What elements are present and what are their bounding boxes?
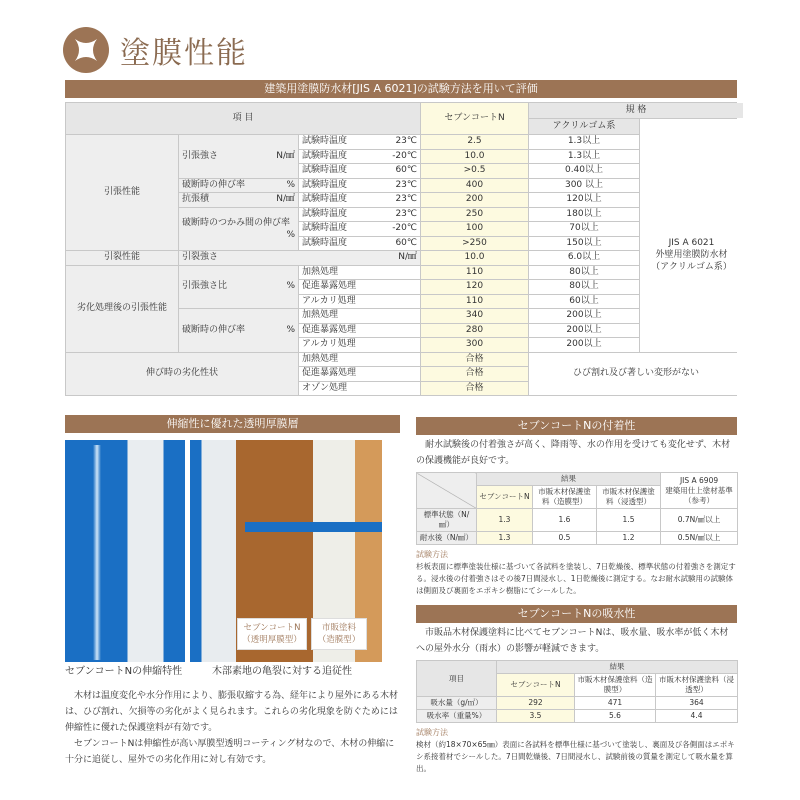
coating-performance-table bbox=[65, 102, 737, 396]
table-cell: 1.5 bbox=[597, 509, 661, 532]
absorption-method-heading: 試験方法 bbox=[416, 728, 448, 737]
main-section-bar: 建築用塗膜防水材[JIS A 6021]の試験方法を用いて評価 bbox=[65, 80, 737, 98]
table-row bbox=[417, 710, 738, 723]
table-cell: 加熱処理 bbox=[299, 309, 420, 323]
adhesion-bar: セブンコートNの付着性 bbox=[416, 417, 737, 435]
page-title: 塗膜性能 bbox=[120, 36, 248, 71]
table-cell: 200以上 bbox=[529, 309, 639, 323]
header-spec: 規 格 bbox=[529, 103, 743, 118]
row-label: 耐水後（N/㎟） bbox=[417, 532, 477, 545]
table-cell: 250 bbox=[421, 208, 528, 222]
table-cell: 試験時温度 60℃ bbox=[299, 164, 420, 178]
corner-cell bbox=[417, 473, 477, 509]
table-cell: 1.2 bbox=[597, 532, 661, 545]
caption-1: セブンコートNの伸縮特性 bbox=[65, 666, 183, 677]
table-cell: 0.5N/㎟以上 bbox=[661, 532, 738, 545]
table-cell: 180以上 bbox=[529, 208, 639, 222]
table-row bbox=[417, 697, 738, 710]
photo-label-sevencoat: セブンコートN （透明厚膜型） bbox=[237, 618, 307, 650]
spec-note: JIS A 6021 外壁用塗膜防水材 （アクリルゴム系） bbox=[640, 119, 743, 352]
table-cell: 合格 bbox=[421, 382, 528, 396]
adhesion-intro: 耐水試験後の付着強さが高く、降雨等、水の作用を受けても変化せず、木材の保護機能が良好です。 bbox=[416, 440, 731, 466]
table-cell: 100 bbox=[421, 222, 528, 236]
table-cell: 10.0 bbox=[421, 150, 528, 164]
group-deterioration: 伸び時の劣化性状 bbox=[66, 353, 298, 396]
table-cell: アルカリ処理 bbox=[299, 295, 420, 309]
tensile-area: 抗張積 N/㎟ bbox=[179, 193, 298, 207]
table-cell: 1.3以上 bbox=[529, 135, 639, 149]
group-aging: 劣化処理後の引張性能 bbox=[66, 266, 178, 352]
adhesion-result-header: 結果 bbox=[477, 473, 661, 486]
table-cell: 加熱処理 bbox=[299, 353, 420, 367]
col-penetrating: 市販木材保護塗料（浸透型） bbox=[597, 486, 661, 509]
col-penetrating: 市販木材保護塗料（浸透型） bbox=[656, 674, 738, 697]
photo-label-commercial: 市販塗料 （造膜型） bbox=[311, 618, 367, 650]
table-cell: 試験時温度 -20℃ bbox=[299, 150, 420, 164]
caption-2: 木部素地の亀裂に対する追従性 bbox=[212, 666, 352, 677]
table-cell: 292 bbox=[497, 697, 575, 710]
spec-note-deterioration: ひび割れ及び著しい変形がない bbox=[529, 353, 743, 396]
table-cell: 150以上 bbox=[529, 237, 639, 251]
row-label: 標準状態（N/㎟） bbox=[417, 509, 477, 532]
left-body: 木材は温度変化や水分作用により、膨張収縮する為、経年により屋外にある木材は、ひび割れ、欠損等の劣化がよく見られます。これらの劣化現象を防ぐためには伸縮性に優れた保護塗料が有効です。 セブンコートNは伸縮性が高い厚膜型透明コーティング材なので、木材の伸縮に十分に追従し、屋外での劣化作用に対し有効です。 bbox=[65, 691, 399, 765]
tear-strength: 引裂強さ N/㎟ bbox=[179, 251, 420, 265]
absorption-bar: セブンコートNの吸水性 bbox=[416, 605, 737, 623]
tensile-strength: 引張強さ N/㎟ bbox=[179, 135, 298, 178]
table-cell: 400 bbox=[421, 179, 528, 193]
table-cell: 1.6 bbox=[533, 509, 597, 532]
elongation: 破断時の伸び率 % bbox=[179, 179, 298, 193]
elasticity-bar: 伸縮性に優れた透明厚膜層 bbox=[65, 415, 400, 433]
group-tensile: 引張性能 bbox=[66, 135, 178, 250]
table-cell: 110 bbox=[421, 266, 528, 280]
stretched-film bbox=[93, 445, 101, 660]
table-cell: 試験時温度 23℃ bbox=[299, 208, 420, 222]
table-cell: 加熱処理 bbox=[299, 266, 420, 280]
table-cell: 200 bbox=[421, 193, 528, 207]
table-cell: 364 bbox=[656, 697, 738, 710]
table-cell: 0.7N/㎟以上 bbox=[661, 509, 738, 532]
table-cell: 5.6 bbox=[575, 710, 656, 723]
table-cell: 3.5 bbox=[497, 710, 575, 723]
table-cell: 6.0以上 bbox=[529, 251, 639, 265]
table-row bbox=[417, 532, 738, 545]
absorption-intro: 市販品木材保護塗料に比べてセブンコートNは、吸水量、吸水率が低く木材への屋外水分（雨水）の影響が軽減できます。 bbox=[416, 628, 729, 654]
table-cell: 80以上 bbox=[529, 266, 639, 280]
elongation-photo bbox=[65, 440, 185, 662]
table-cell: 1.3 bbox=[477, 532, 533, 545]
table-cell: オゾン処理 bbox=[299, 382, 420, 396]
right-column bbox=[416, 417, 737, 775]
table-cell: 340 bbox=[421, 309, 528, 323]
table-cell: 試験時温度 23℃ bbox=[299, 179, 420, 193]
table-cell: 4.4 bbox=[656, 710, 738, 723]
absorption-result-header: 結果 bbox=[497, 661, 738, 674]
table-cell: 試験時温度 23℃ bbox=[299, 193, 420, 207]
table-cell: 70以上 bbox=[529, 222, 639, 236]
table-cell: アルカリ処理 bbox=[299, 338, 420, 352]
table-cell: 試験時温度 60℃ bbox=[299, 237, 420, 251]
table-cell: 2.5 bbox=[421, 135, 528, 149]
table-cell: 促進暴露処理 bbox=[299, 367, 420, 381]
table-cell: 120以上 bbox=[529, 193, 639, 207]
absorption-method: 検材（約18×70×65㎜）表面に各試料を標準仕様に基づいて塗装し、裏面及び各側面はエポキシ系接着材でシールした。7日間乾燥後、7日間浸水し、試験前後の質量を測定して吸水量を算出。 bbox=[416, 740, 735, 773]
table-row bbox=[417, 509, 738, 532]
table-cell: 120 bbox=[421, 280, 528, 294]
table-cell: 0.40以上 bbox=[529, 164, 639, 178]
col-film: 市販木材保護塗料（造膜型） bbox=[533, 486, 597, 509]
aging-elongation: 破断時の伸び率 % bbox=[179, 309, 298, 352]
table-cell: 試験時温度 -20℃ bbox=[299, 222, 420, 236]
adhesion-method: 杉板表面に標準塗装仕様に基づいて各試料を塗装し、7日乾燥後、標準状態の付着強さを測定する。浸水後の付着強さはその後7日間浸水し、1日乾燥後に測定する。なお耐水試験用の試験体は側面及び裏面をエポキシ樹脂にてシールした。 bbox=[416, 562, 736, 595]
table-cell: 1.3以上 bbox=[529, 150, 639, 164]
header-spec-sub: アクリルゴム系 bbox=[529, 119, 639, 134]
col-sevencoat: セブンコートN bbox=[477, 486, 533, 509]
table-cell: 1.3 bbox=[477, 509, 533, 532]
table-cell: 200以上 bbox=[529, 324, 639, 338]
absorption-item-header: 項目 bbox=[417, 661, 497, 697]
row-label: 吸水量（g/㎡） bbox=[417, 697, 497, 710]
table-cell: 促進暴露処理 bbox=[299, 280, 420, 294]
table-cell: 試験時温度 23℃ bbox=[299, 135, 420, 149]
adhesion-method-heading: 試験方法 bbox=[416, 550, 448, 559]
group-tear: 引裂性能 bbox=[66, 251, 178, 265]
table-cell: 促進暴露処理 bbox=[299, 324, 420, 338]
strength-ratio: 引張強さ比 % bbox=[179, 266, 298, 309]
table-cell: 80以上 bbox=[529, 280, 639, 294]
section-logo-icon bbox=[63, 27, 109, 73]
table-cell: 110 bbox=[421, 295, 528, 309]
table-cell: 合格 bbox=[421, 353, 528, 367]
row-label: 吸水率（重量%） bbox=[417, 710, 497, 723]
table-cell: 471 bbox=[575, 697, 656, 710]
table-cell: 60以上 bbox=[529, 295, 639, 309]
table-cell: >250 bbox=[421, 237, 528, 251]
col-film: 市販木材保護塗料（造膜型） bbox=[575, 674, 656, 697]
header-item: 項 目 bbox=[66, 103, 420, 134]
table-cell: 0.5 bbox=[533, 532, 597, 545]
absorption-table bbox=[416, 660, 738, 723]
adhesion-table bbox=[416, 472, 738, 545]
tape bbox=[245, 522, 382, 532]
header-product: セブンコートN bbox=[421, 103, 528, 134]
table-cell: >0.5 bbox=[421, 164, 528, 178]
table-cell: 300 以上 bbox=[529, 179, 639, 193]
table-cell: 300 bbox=[421, 338, 528, 352]
jis-header: JIS A 6909 建築用仕上塗材基準（参考） bbox=[661, 473, 738, 509]
grip-elongation: 破断時のつかみ間の伸び率 % bbox=[179, 208, 298, 251]
table-cell: 10.0 bbox=[421, 251, 528, 265]
table-cell: 280 bbox=[421, 324, 528, 338]
col-sevencoat: セブンコートN bbox=[497, 674, 575, 697]
table-cell: 200以上 bbox=[529, 338, 639, 352]
table-cell: 合格 bbox=[421, 367, 528, 381]
